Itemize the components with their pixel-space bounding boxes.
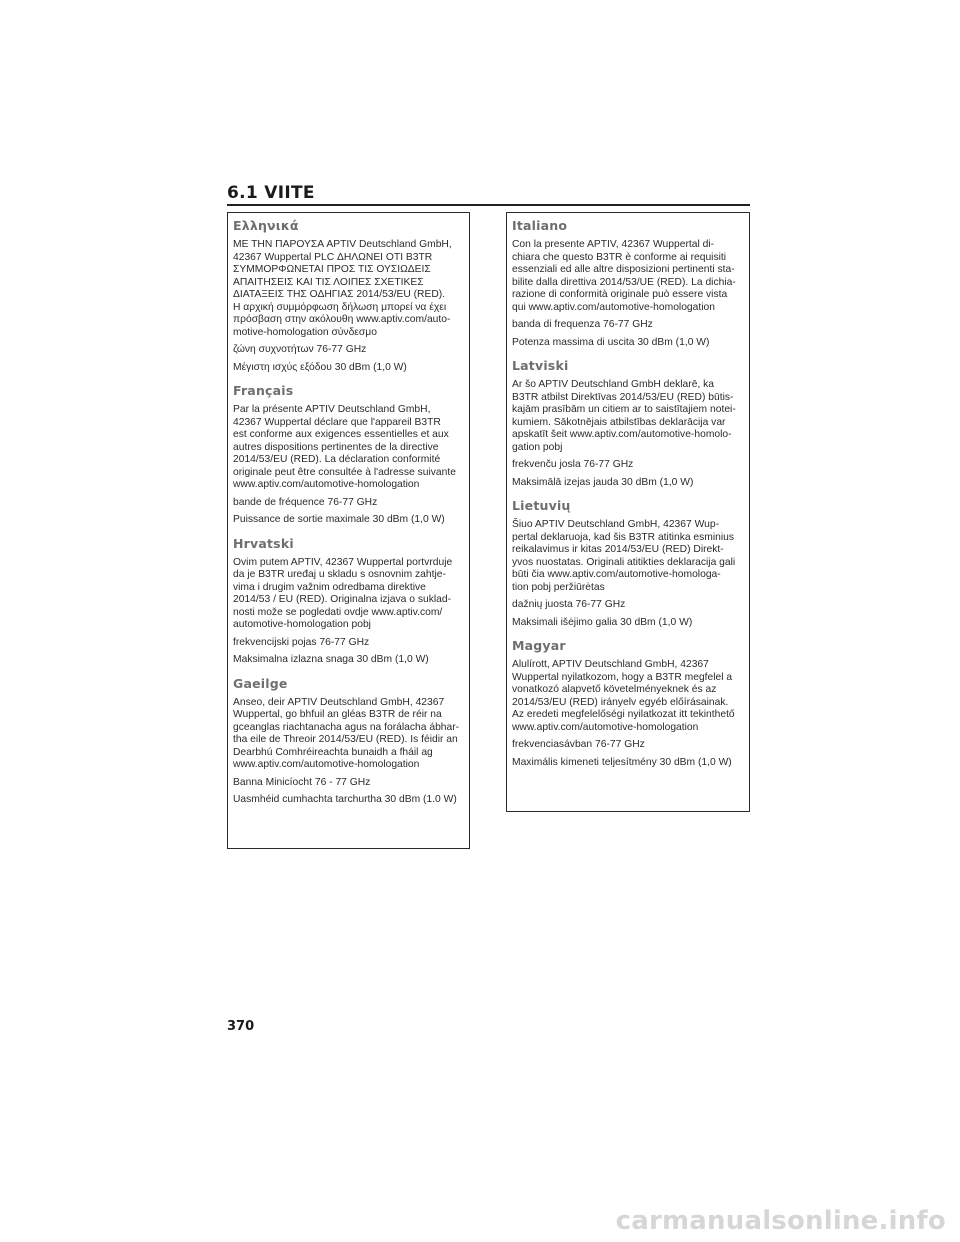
language-heading-croatian: Hrvatski bbox=[233, 535, 294, 551]
language-heading-french: Français bbox=[233, 383, 294, 398]
frequency-band: Banna Minicíocht 76 - 77 GHz bbox=[233, 776, 371, 788]
site-watermark: carmanualsonline.info bbox=[615, 1206, 946, 1236]
frequency-band: bande de fréquence 76-77 GHz bbox=[233, 496, 378, 508]
declaration-text: Con la presente APTIV, 42367 Wuppertal di- chiara che questo B3TR è conforme ai requisiti essenziali ed alle altre disposizioni pertinenti sta- bilite dalla direttiva 2014/53/UE (RED). La dichia- razione di conformità originale può essere vista qui www.aptiv.com/automotive-homologation bbox=[512, 239, 736, 313]
declaration-text: Alulírott, APTIV Deutschland GmbH, 42367 Wuppertal nyilatkozom, hogy a B3TR megfelel a vonatkozó alapvető követelményeknek és az 2014/53/EU (RED) irányelv egyéb előírásainak. Az eredeti megfelelőségi nyilatkozat itt tekinthető www.aptiv.com/automotive-homologation bbox=[512, 659, 735, 733]
max-output-power: Uasmhéid cumhachta tarchurtha 30 dBm (1.0 W) bbox=[233, 794, 457, 805]
frequency-band: frekvencijski pojas 76-77 GHz bbox=[233, 636, 370, 648]
declaration-text: Šiuo APTIV Deutschland GmbH, 42367 Wup- pertal deklaruoja, kad šis B3TR atitinka esminius reikalavimus ir kitas 2014/53/EU (RED) Direkt- yvos nuostatas. Originali atitikties deklaracija gali būti čia www.aptiv.com/automotive-homologa- tion pobj peržiūrėtas bbox=[512, 519, 736, 593]
declaration-text: ΜΕ ΤΗΝ ΠΑΡΟΥΣΑ APTIV Deutschland GmbH, 42367 Wuppertal PLC ΔΗΛΩΝΕΙ ΟΤΙ B3TR ΣΥΜΜΟΡΦΩΝΕΤΑΙ ΠΡΟΣ ΤΙΣ ΟΥΣΙΩΔΕΙΣ ΑΠΑΙΤΗΣΕΙΣ ΚΑΙ ΤΙΣ ΛΟΙΠΕΣ ΣΧΕΤΙΚΕΣ ΔΙΑΤΑΞΕΙΣ ΤΗΣ ΟΔΗΓΙΑΣ 2014/53/EU (RED). Η αρχική συμμόρφωση δήλωση μπορεί να έχει πρόσβαση στην ακόλουθη www.aptiv.com/auto- motive-homologation σύνδεσμο bbox=[233, 239, 452, 338]
frequency-band: frekvenciasávban 76-77 GHz bbox=[512, 739, 645, 750]
max-output-power: Maksimālā izejas jauda 30 dBm (1,0 W) bbox=[512, 476, 694, 488]
frequency-band: banda di frequenza 76-77 GHz bbox=[512, 319, 653, 330]
declaration-text: Ovim putem APTIV, 42367 Wuppertal portvrduje da je B3TR uređaj u skladu s osnovnim zahtje- vima i drugim važnim odredbama direktive 2014/53 / EU (RED). Originalna izjava o suklad- nosti može se pogledati ovdje www.aptiv.com/ automotive-homologation pobj bbox=[233, 556, 453, 630]
frequency-band: ζώνη συχνοτήτων 76-77 GHz bbox=[233, 344, 367, 355]
declaration-text: Anseo, deir APTIV Deutschland GmbH, 42367 Wuppertal, go bhfuil an gléas B3TR de réir na gceanglas riachtanacha agus na forálacha ábhar- tha eile de Threoir 2014/53/EU (RED). Is féidir an Dearbhú Comhréireachta bunaidh a fháil ag www.aptiv.com/automotive-homologation bbox=[233, 696, 460, 770]
max-output-power: Puissance de sortie maximale 30 dBm (1,0 W) bbox=[233, 514, 445, 525]
max-output-power: Μέγιστη ισχύς εξόδου 30 dBm (1,0 W) bbox=[233, 361, 407, 373]
language-heading-greek: Ελληνικά bbox=[233, 218, 299, 233]
language-heading-hungarian: Magyar bbox=[512, 638, 566, 653]
frequency-band: dažnių juosta 76-77 GHz bbox=[512, 599, 626, 610]
language-heading-latvian: Latviski bbox=[512, 358, 569, 373]
language-heading-irish: Gaeilge bbox=[233, 675, 288, 691]
declaration-text: Ar šo APTIV Deutschland GmbH deklarē, ka B3TR atbilst Direktīvas 2014/53/EU (RED) būtis- kajām prasībām un citiem ar to saistītajiem notei- kumiem. Sākotnējais atbilstības deklarācija var apskatīt šeit www.aptiv.com/automotive-homolo- gation pobj bbox=[512, 379, 736, 453]
declaration-text: Par la présente APTIV Deutschland GmbH, 42367 Wuppertal déclare que l'appareil B3TR est conforme aux exigences essentielles et aux autres dispositions pertinentes de la directive 2014/53/EU (RED). La déclaration conformité originale peut être consultée à l'adresse suivante www.aptiv.com/automotive-homologation bbox=[233, 404, 456, 490]
frequency-band: frekvenču josla 76-77 GHz bbox=[512, 459, 634, 470]
max-output-power: Potenza massima di uscita 30 dBm (1,0 W) bbox=[512, 336, 710, 348]
max-output-power: Maksimali išėjimo galia 30 dBm (1,0 W) bbox=[512, 616, 693, 628]
header-divider bbox=[227, 204, 750, 206]
max-output-power: Maksimalna izlazna snaga 30 dBm (1,0 W) bbox=[233, 654, 429, 665]
language-heading-lithuanian: Lietuvių bbox=[512, 498, 571, 513]
section-title: 6.1 VIITE bbox=[227, 183, 315, 203]
language-heading-italian: Italiano bbox=[512, 218, 568, 233]
left-column-box bbox=[227, 212, 470, 849]
page-number: 370 bbox=[227, 1019, 255, 1034]
max-output-power: Maximális kimeneti teljesítmény 30 dBm (1,0 W) bbox=[512, 756, 732, 768]
right-column-box bbox=[506, 212, 750, 812]
